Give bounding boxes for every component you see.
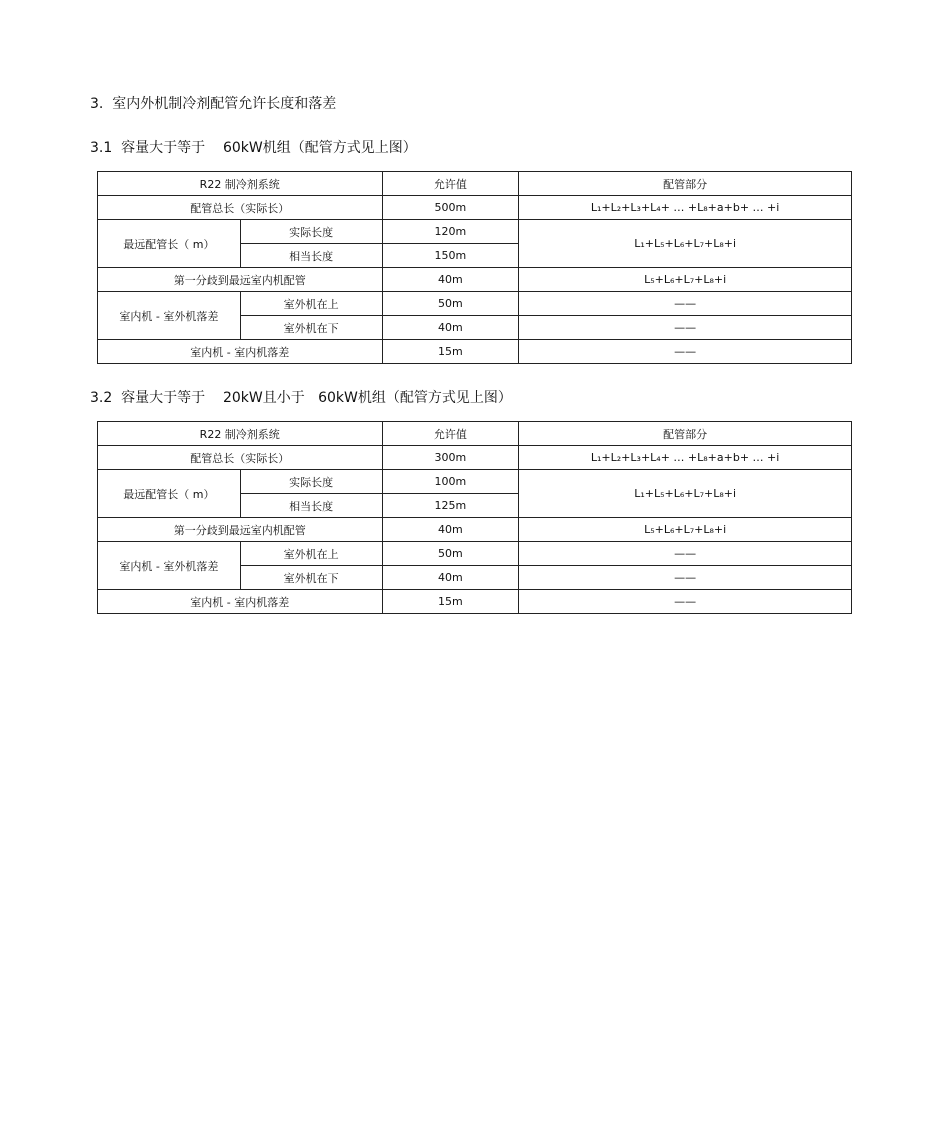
row-part-indoor-diff: —— <box>519 340 852 364</box>
row-part-total-length: L₁+L₂+L₃+L₄+ … +L₈+a+b+ … +i <box>519 196 852 220</box>
row-value-outdoor-above: 50m <box>382 542 519 566</box>
row-value-outdoor-below: 40m <box>382 566 519 590</box>
header-pipe-section: 配管部分 <box>519 422 852 446</box>
row-sublabel-outdoor-below: 室外机在下 <box>240 566 382 590</box>
row-label-height-diff: 室内机 - 室外机落差 <box>98 292 241 340</box>
row-part-first-branch: L₅+L₆+L₇+L₈+i <box>519 268 852 292</box>
row-sublabel-outdoor-above: 室外机在上 <box>240 542 382 566</box>
header-pipe-section: 配管部分 <box>519 172 852 196</box>
row-value-first-branch: 40m <box>382 518 519 542</box>
row-value-actual-length: 100m <box>382 470 519 494</box>
table-row <box>98 446 852 470</box>
row-part-outdoor-above: —— <box>519 292 852 316</box>
header-allowed-value: 允许值 <box>382 172 519 196</box>
row-sublabel-equivalent-length: 相当长度 <box>240 494 382 518</box>
row-value-equivalent-length: 150m <box>382 244 519 268</box>
section-title: 3. 室内外机制冷剂配管允许长度和落差 <box>90 96 337 112</box>
row-value-indoor-diff: 15m <box>382 590 519 614</box>
row-label-max-length: 最远配管长（ m） <box>98 470 241 518</box>
row-part-max-length: L₁+L₅+L₆+L₇+L₈+i <box>519 470 852 518</box>
row-label-first-branch: 第一分歧到最远室内机配管 <box>98 268 383 292</box>
table-row <box>98 268 852 292</box>
row-label-height-diff: 室内机 - 室外机落差 <box>98 542 241 590</box>
row-value-actual-length: 120m <box>382 220 519 244</box>
table-row <box>98 340 852 364</box>
table-row <box>98 590 852 614</box>
row-value-total-length: 500m <box>382 196 519 220</box>
subsection-title-3-2: 3.2 容量大于等于 20kW且小于 60kW机组（配管方式见上图） <box>90 390 512 406</box>
row-label-max-length: 最远配管长（ m） <box>98 220 241 268</box>
table-header-row <box>98 422 852 446</box>
spec-table-3-2 <box>97 421 852 614</box>
row-label-indoor-diff: 室内机 - 室内机落差 <box>98 590 383 614</box>
row-sublabel-equivalent-length: 相当长度 <box>240 244 382 268</box>
row-sublabel-actual-length: 实际长度 <box>240 470 382 494</box>
table-row <box>98 220 852 244</box>
table-row <box>98 292 852 316</box>
row-value-outdoor-below: 40m <box>382 316 519 340</box>
table-row <box>98 518 852 542</box>
row-part-outdoor-below: —— <box>519 316 852 340</box>
header-allowed-value: 允许值 <box>382 422 519 446</box>
row-part-indoor-diff: —— <box>519 590 852 614</box>
row-label-total-length: 配管总长（实际长） <box>98 196 383 220</box>
row-part-outdoor-below: —— <box>519 566 852 590</box>
subsection-title-3-1: 3.1 容量大于等于 60kW机组（配管方式见上图） <box>90 140 417 156</box>
table-header-row <box>98 172 852 196</box>
row-sublabel-actual-length: 实际长度 <box>240 220 382 244</box>
row-value-total-length: 300m <box>382 446 519 470</box>
row-label-indoor-diff: 室内机 - 室内机落差 <box>98 340 383 364</box>
table-row <box>98 470 852 494</box>
row-value-indoor-diff: 15m <box>382 340 519 364</box>
row-part-first-branch: L₅+L₆+L₇+L₈+i <box>519 518 852 542</box>
spec-table-3-1 <box>97 171 852 364</box>
row-part-total-length: L₁+L₂+L₃+L₄+ … +L₈+a+b+ … +i <box>519 446 852 470</box>
row-sublabel-outdoor-below: 室外机在下 <box>240 316 382 340</box>
table-row <box>98 542 852 566</box>
row-label-first-branch: 第一分歧到最远室内机配管 <box>98 518 383 542</box>
row-part-outdoor-above: —— <box>519 542 852 566</box>
row-label-total-length: 配管总长（实际长） <box>98 446 383 470</box>
row-value-first-branch: 40m <box>382 268 519 292</box>
header-system: R22 制冷剂系统 <box>98 422 383 446</box>
row-part-max-length: L₁+L₅+L₆+L₇+L₈+i <box>519 220 852 268</box>
row-value-outdoor-above: 50m <box>382 292 519 316</box>
row-sublabel-outdoor-above: 室外机在上 <box>240 292 382 316</box>
header-system: R22 制冷剂系统 <box>98 172 383 196</box>
table-row <box>98 196 852 220</box>
row-value-equivalent-length: 125m <box>382 494 519 518</box>
